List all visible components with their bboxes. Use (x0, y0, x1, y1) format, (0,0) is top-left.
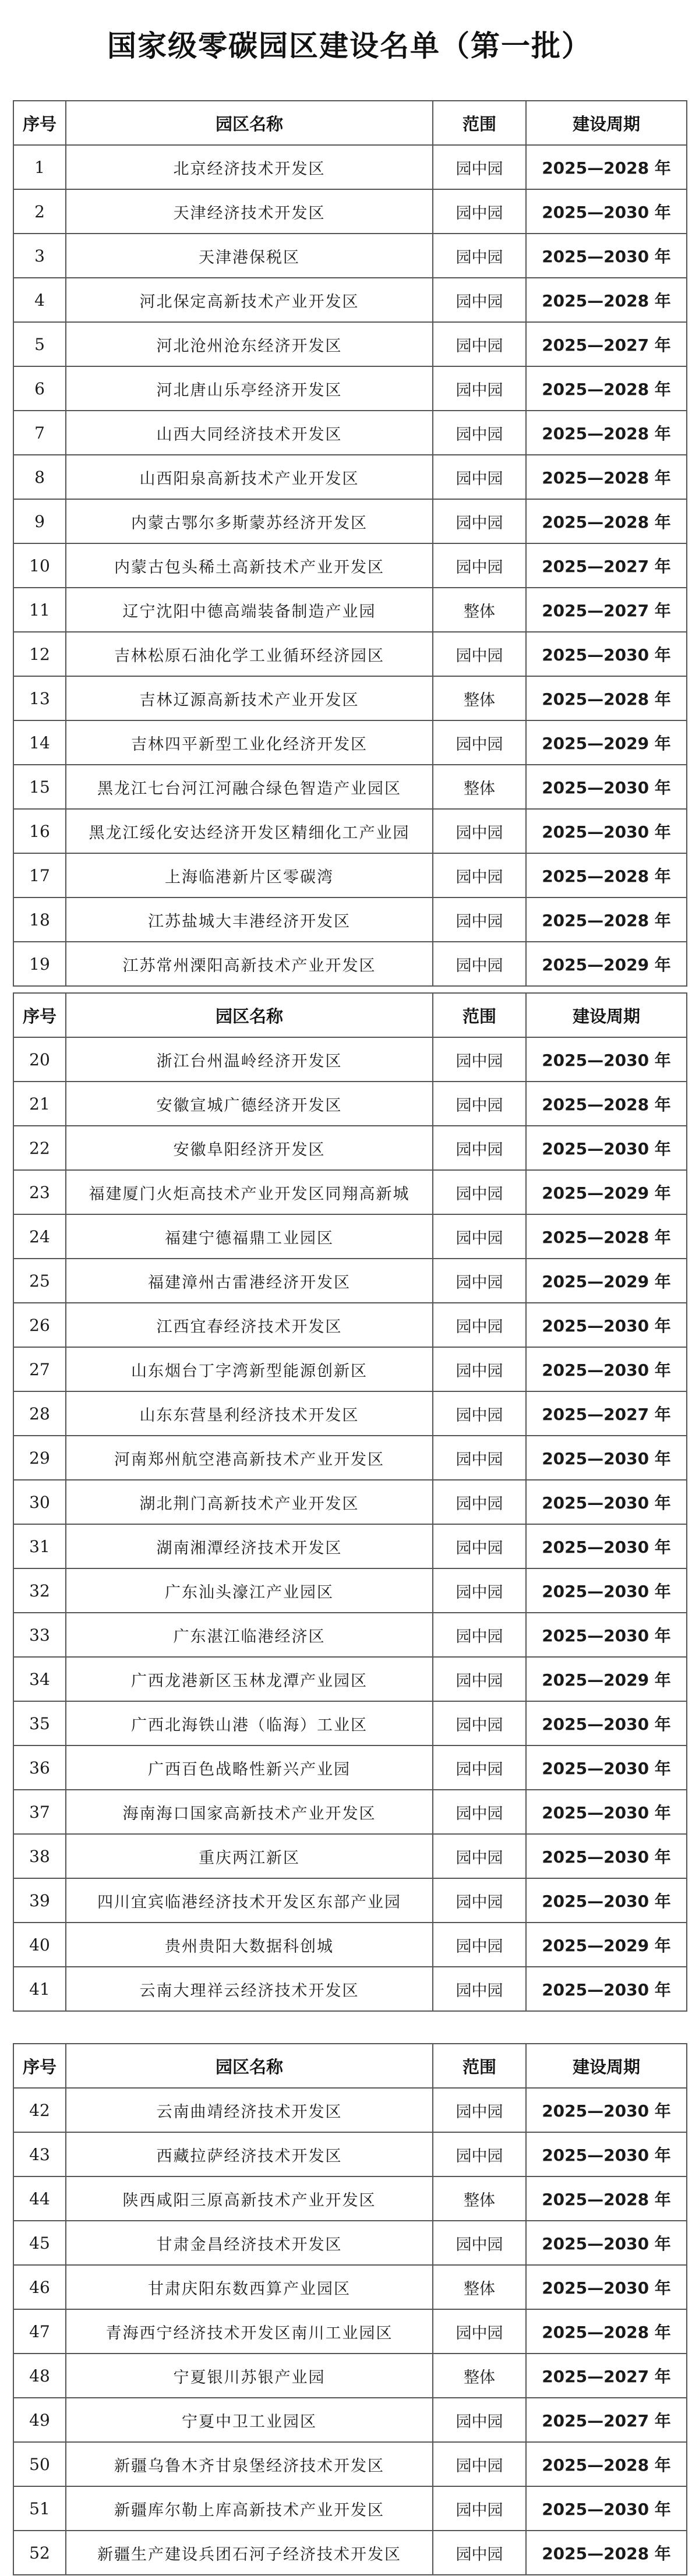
cell-park-name: 北京经济技术开发区 (66, 145, 433, 189)
cell-park-name: 广西北海铁山港（临海）工业区 (66, 1701, 433, 1745)
cell-park-name: 吉林辽源高新技术产业开发区 (66, 676, 433, 720)
cell-period: 2025—2030 年 (526, 1480, 687, 1524)
table-row (13, 1126, 687, 1170)
cell-scope: 园中园 (433, 1391, 526, 1436)
cell-scope: 园中园 (433, 2088, 526, 2132)
header-index: 序号 (13, 101, 66, 145)
header-period: 建设周期 (526, 993, 687, 1037)
cell-park-name: 黑龙江绥化安达经济开发区精细化工产业园 (66, 809, 433, 853)
cell-index: 20 (13, 1037, 66, 1082)
table-row (13, 2442, 687, 2486)
cell-period: 2025—2030 年 (526, 1436, 687, 1480)
cell-park-name: 湖北荆门高新技术产业开发区 (66, 1480, 433, 1524)
header-name: 园区名称 (66, 993, 433, 1037)
cell-scope: 园中园 (433, 632, 526, 676)
table-row (13, 2265, 687, 2309)
table-row (13, 1391, 687, 1436)
header-scope: 范围 (433, 993, 526, 1037)
cell-scope: 园中园 (433, 1436, 526, 1480)
cell-scope: 整体 (433, 2176, 526, 2221)
cell-period: 2025—2030 年 (526, 1745, 687, 1790)
table-row (13, 1878, 687, 1923)
table-section-3 (13, 2043, 686, 2575)
cell-scope: 园中园 (433, 1657, 526, 1701)
cell-park-name: 江苏盐城大丰港经济开发区 (66, 897, 433, 942)
cell-park-name: 云南大理祥云经济技术开发区 (66, 1967, 433, 2011)
table-row (13, 853, 687, 897)
table-row (13, 765, 687, 809)
cell-park-name: 甘肃庆阳东数西算产业园区 (66, 2265, 433, 2309)
cell-park-name: 上海临港新片区零碳湾 (66, 853, 433, 897)
cell-scope: 园中园 (433, 1480, 526, 1524)
cell-index: 23 (13, 1170, 66, 1214)
cell-scope: 园中园 (433, 897, 526, 942)
cell-park-name: 黑龙江七台河江河融合绿色智造产业园区 (66, 765, 433, 809)
cell-period: 2025—2028 年 (526, 2531, 687, 2575)
cell-period: 2025—2030 年 (526, 1568, 687, 1613)
cell-period: 2025—2030 年 (526, 632, 687, 676)
cell-scope: 园中园 (433, 1923, 526, 1967)
cell-park-name: 山东烟台丁字湾新型能源创新区 (66, 1347, 433, 1391)
cell-scope: 园中园 (433, 234, 526, 278)
cell-scope: 园中园 (433, 366, 526, 411)
table-row (13, 499, 687, 543)
table-row (13, 1082, 687, 1126)
header-name: 园区名称 (66, 2044, 433, 2088)
cell-scope: 园中园 (433, 853, 526, 897)
park-table (13, 2043, 687, 2575)
cell-index: 4 (13, 278, 66, 322)
cell-period: 2025—2028 年 (526, 145, 687, 189)
cell-scope: 园中园 (433, 189, 526, 234)
cell-index: 33 (13, 1613, 66, 1657)
table-row (13, 2221, 687, 2265)
cell-scope: 园中园 (433, 1126, 526, 1170)
cell-index: 32 (13, 1568, 66, 1613)
cell-scope: 园中园 (433, 1347, 526, 1391)
cell-scope: 园中园 (433, 942, 526, 986)
cell-scope: 园中园 (433, 2398, 526, 2442)
cell-index: 49 (13, 2398, 66, 2442)
park-table (13, 100, 687, 987)
table-row (13, 1701, 687, 1745)
cell-park-name: 山东东营垦利经济技术开发区 (66, 1391, 433, 1436)
table-header-row (13, 993, 687, 1037)
cell-period: 2025—2030 年 (526, 234, 687, 278)
cell-park-name: 广西龙港新区玉林龙潭产业园区 (66, 1657, 433, 1701)
cell-period: 2025—2029 年 (526, 1259, 687, 1303)
cell-index: 6 (13, 366, 66, 411)
cell-park-name: 广东汕头濠江产业园区 (66, 1568, 433, 1613)
cell-park-name: 吉林四平新型工业化经济开发区 (66, 720, 433, 765)
cell-index: 40 (13, 1923, 66, 1967)
table-section-1 (13, 100, 686, 987)
cell-park-name: 天津港保税区 (66, 234, 433, 278)
table-row (13, 278, 687, 322)
table-row (13, 588, 687, 632)
cell-period: 2025—2030 年 (526, 2088, 687, 2132)
park-table (13, 992, 687, 2012)
cell-period: 2025—2028 年 (526, 278, 687, 322)
cell-scope: 园中园 (433, 2132, 526, 2176)
table-section-2 (13, 992, 686, 2012)
cell-period: 2025—2030 年 (526, 2265, 687, 2309)
cell-period: 2025—2029 年 (526, 942, 687, 986)
cell-index: 10 (13, 543, 66, 588)
table-row (13, 543, 687, 588)
cell-period: 2025—2027 年 (526, 322, 687, 366)
cell-scope: 整体 (433, 2354, 526, 2398)
cell-index: 42 (13, 2088, 66, 2132)
cell-park-name: 江西宜春经济技术开发区 (66, 1303, 433, 1347)
table-row (13, 1524, 687, 1568)
cell-scope: 园中园 (433, 1745, 526, 1790)
table-row (13, 1170, 687, 1214)
table-row (13, 1834, 687, 1878)
cell-scope: 园中园 (433, 278, 526, 322)
cell-period: 2025—2030 年 (526, 1524, 687, 1568)
table-row (13, 234, 687, 278)
table-header-row (13, 101, 687, 145)
cell-scope: 整体 (433, 765, 526, 809)
cell-park-name: 重庆两江新区 (66, 1834, 433, 1878)
cell-park-name: 河北保定高新技术产业开发区 (66, 278, 433, 322)
table-row (13, 1790, 687, 1834)
cell-index: 26 (13, 1303, 66, 1347)
table-row (13, 2088, 687, 2132)
document-title: 国家级零碳园区建设名单（第一批） (107, 29, 592, 63)
table-row (13, 897, 687, 942)
cell-index: 8 (13, 455, 66, 499)
cell-period: 2025—2029 年 (526, 1923, 687, 1967)
cell-period: 2025—2028 年 (526, 897, 687, 942)
cell-park-name: 甘肃金昌经济技术开发区 (66, 2221, 433, 2265)
cell-scope: 园中园 (433, 809, 526, 853)
cell-scope: 园中园 (433, 1259, 526, 1303)
cell-index: 19 (13, 942, 66, 986)
cell-park-name: 云南曲靖经济技术开发区 (66, 2088, 433, 2132)
cell-index: 39 (13, 1878, 66, 1923)
cell-park-name: 安徽宣城广德经济开发区 (66, 1082, 433, 1126)
cell-index: 13 (13, 676, 66, 720)
cell-period: 2025—2029 年 (526, 1170, 687, 1214)
cell-period: 2025—2028 年 (526, 499, 687, 543)
cell-index: 21 (13, 1082, 66, 1126)
table-row (13, 1613, 687, 1657)
table-row (13, 2398, 687, 2442)
cell-period: 2025—2027 年 (526, 588, 687, 632)
cell-scope: 整体 (433, 676, 526, 720)
cell-index: 28 (13, 1391, 66, 1436)
cell-period: 2025—2029 年 (526, 1657, 687, 1701)
cell-index: 15 (13, 765, 66, 809)
cell-index: 44 (13, 2176, 66, 2221)
cell-scope: 园中园 (433, 1701, 526, 1745)
cell-index: 41 (13, 1967, 66, 2011)
cell-period: 2025—2030 年 (526, 1967, 687, 2011)
table-row (13, 455, 687, 499)
cell-park-name: 浙江台州温岭经济开发区 (66, 1037, 433, 1082)
cell-scope: 园中园 (433, 1878, 526, 1923)
cell-period: 2025—2030 年 (526, 1347, 687, 1391)
cell-park-name: 海南海口国家高新技术产业开发区 (66, 1790, 433, 1834)
cell-period: 2025—2028 年 (526, 366, 687, 411)
cell-index: 5 (13, 322, 66, 366)
table-row (13, 1037, 687, 1082)
cell-period: 2025—2030 年 (526, 1126, 687, 1170)
cell-index: 30 (13, 1480, 66, 1524)
cell-period: 2025—2028 年 (526, 2442, 687, 2486)
cell-scope: 园中园 (433, 1214, 526, 1259)
cell-scope: 园中园 (433, 1790, 526, 1834)
cell-scope: 园中园 (433, 145, 526, 189)
cell-period: 2025—2030 年 (526, 2132, 687, 2176)
cell-index: 17 (13, 853, 66, 897)
cell-park-name: 福建漳州古雷港经济开发区 (66, 1259, 433, 1303)
cell-index: 22 (13, 1126, 66, 1170)
cell-park-name: 河南郑州航空港高新技术产业开发区 (66, 1436, 433, 1480)
cell-park-name: 西藏拉萨经济技术开发区 (66, 2132, 433, 2176)
cell-scope: 园中园 (433, 2221, 526, 2265)
header-scope: 范围 (433, 2044, 526, 2088)
table-row (13, 411, 687, 455)
cell-period: 2025—2028 年 (526, 853, 687, 897)
cell-park-name: 辽宁沈阳中德高端装备制造产业园 (66, 588, 433, 632)
header-index: 序号 (13, 2044, 66, 2088)
cell-park-name: 四川宜宾临港经济技术开发区东部产业园 (66, 1878, 433, 1923)
cell-scope: 园中园 (433, 322, 526, 366)
cell-scope: 园中园 (433, 1037, 526, 1082)
cell-park-name: 新疆库尔勒上库高新技术产业开发区 (66, 2486, 433, 2531)
cell-period: 2025—2030 年 (526, 1303, 687, 1347)
cell-park-name: 贵州贵阳大数据科创城 (66, 1923, 433, 1967)
cell-scope: 园中园 (433, 1170, 526, 1214)
cell-park-name: 新疆乌鲁木齐甘泉堡经济技术开发区 (66, 2442, 433, 2486)
header-scope: 范围 (433, 101, 526, 145)
cell-park-name: 山西阳泉高新技术产业开发区 (66, 455, 433, 499)
cell-period: 2025—2030 年 (526, 1834, 687, 1878)
cell-index: 2 (13, 189, 66, 234)
cell-period: 2025—2027 年 (526, 543, 687, 588)
cell-index: 50 (13, 2442, 66, 2486)
cell-index: 25 (13, 1259, 66, 1303)
cell-index: 3 (13, 234, 66, 278)
cell-scope: 园中园 (433, 1613, 526, 1657)
cell-index: 18 (13, 897, 66, 942)
cell-scope: 整体 (433, 2265, 526, 2309)
cell-period: 2025—2028 年 (526, 1082, 687, 1126)
cell-period: 2025—2030 年 (526, 1790, 687, 1834)
table-row (13, 632, 687, 676)
cell-index: 48 (13, 2354, 66, 2398)
header-period: 建设周期 (526, 101, 687, 145)
table-row (13, 145, 687, 189)
table-row (13, 2531, 687, 2575)
table-row (13, 1745, 687, 1790)
cell-index: 9 (13, 499, 66, 543)
cell-index: 35 (13, 1701, 66, 1745)
table-row (13, 1568, 687, 1613)
cell-index: 38 (13, 1834, 66, 1878)
cell-period: 2025—2030 年 (526, 1613, 687, 1657)
cell-period: 2025—2029 年 (526, 720, 687, 765)
cell-park-name: 天津经济技术开发区 (66, 189, 433, 234)
table-row (13, 1480, 687, 1524)
cell-scope: 园中园 (433, 1524, 526, 1568)
table-row (13, 1259, 687, 1303)
cell-index: 51 (13, 2486, 66, 2531)
cell-index: 1 (13, 145, 66, 189)
cell-index: 24 (13, 1214, 66, 1259)
header-period: 建设周期 (526, 2044, 687, 2088)
cell-park-name: 青海西宁经济技术开发区南川工业园区 (66, 2309, 433, 2354)
cell-period: 2025—2027 年 (526, 1391, 687, 1436)
cell-park-name: 广西百色战略性新兴产业园 (66, 1745, 433, 1790)
cell-index: 29 (13, 1436, 66, 1480)
table-row (13, 2309, 687, 2354)
table-row (13, 189, 687, 234)
table-row (13, 1436, 687, 1480)
cell-period: 2025—2030 年 (526, 765, 687, 809)
cell-park-name: 安徽阜阳经济开发区 (66, 1126, 433, 1170)
cell-scope: 园中园 (433, 2309, 526, 2354)
cell-period: 2025—2030 年 (526, 2486, 687, 2531)
cell-scope: 整体 (433, 588, 526, 632)
cell-period: 2025—2027 年 (526, 2398, 687, 2442)
cell-park-name: 新疆生产建设兵团石河子经济技术开发区 (66, 2531, 433, 2575)
cell-scope: 园中园 (433, 1834, 526, 1878)
table-row (13, 2354, 687, 2398)
table-row (13, 720, 687, 765)
cell-index: 11 (13, 588, 66, 632)
cell-period: 2025—2030 年 (526, 1878, 687, 1923)
cell-index: 37 (13, 1790, 66, 1834)
cell-scope: 园中园 (433, 1082, 526, 1126)
cell-period: 2025—2028 年 (526, 1214, 687, 1259)
cell-period: 2025—2030 年 (526, 1701, 687, 1745)
cell-park-name: 江苏常州溧阳高新技术产业开发区 (66, 942, 433, 986)
table-row (13, 2176, 687, 2221)
cell-scope: 园中园 (433, 411, 526, 455)
header-index: 序号 (13, 993, 66, 1037)
cell-park-name: 内蒙古包头稀土高新技术产业开发区 (66, 543, 433, 588)
cell-period: 2025—2028 年 (526, 2309, 687, 2354)
cell-park-name: 广东湛江临港经济区 (66, 1613, 433, 1657)
cell-period: 2025—2030 年 (526, 809, 687, 853)
cell-park-name: 河北唐山乐亭经济开发区 (66, 366, 433, 411)
cell-index: 36 (13, 1745, 66, 1790)
cell-scope: 园中园 (433, 2442, 526, 2486)
cell-index: 46 (13, 2265, 66, 2309)
cell-index: 45 (13, 2221, 66, 2265)
table-row (13, 809, 687, 853)
cell-index: 16 (13, 809, 66, 853)
cell-period: 2025—2028 年 (526, 676, 687, 720)
table-row (13, 676, 687, 720)
cell-park-name: 福建厦门火炬高技术产业开发区同翔高新城 (66, 1170, 433, 1214)
cell-index: 43 (13, 2132, 66, 2176)
cell-index: 27 (13, 1347, 66, 1391)
table-row (13, 366, 687, 411)
cell-period: 2025—2028 年 (526, 2176, 687, 2221)
cell-period: 2025—2030 年 (526, 1037, 687, 1082)
table-row (13, 942, 687, 986)
cell-period: 2025—2030 年 (526, 189, 687, 234)
cell-scope: 园中园 (433, 499, 526, 543)
cell-period: 2025—2027 年 (526, 2354, 687, 2398)
cell-index: 47 (13, 2309, 66, 2354)
table-row (13, 1214, 687, 1259)
cell-index: 34 (13, 1657, 66, 1701)
cell-index: 14 (13, 720, 66, 765)
cell-park-name: 福建宁德福鼎工业园区 (66, 1214, 433, 1259)
cell-scope: 园中园 (433, 1967, 526, 2011)
table-row (13, 1347, 687, 1391)
cell-park-name: 吉林松原石油化学工业循环经济园区 (66, 632, 433, 676)
cell-index: 31 (13, 1524, 66, 1568)
cell-scope: 园中园 (433, 1568, 526, 1613)
table-row (13, 1303, 687, 1347)
cell-park-name: 宁夏中卫工业园区 (66, 2398, 433, 2442)
cell-period: 2025—2030 年 (526, 2221, 687, 2265)
cell-scope: 园中园 (433, 2531, 526, 2575)
table-row (13, 2486, 687, 2531)
cell-park-name: 山西大同经济技术开发区 (66, 411, 433, 455)
cell-park-name: 河北沧州沧东经济开发区 (66, 322, 433, 366)
header-name: 园区名称 (66, 101, 433, 145)
table-header-row (13, 2044, 687, 2088)
cell-scope: 园中园 (433, 1303, 526, 1347)
cell-park-name: 宁夏银川苏银产业园 (66, 2354, 433, 2398)
cell-park-name: 内蒙古鄂尔多斯蒙苏经济开发区 (66, 499, 433, 543)
cell-period: 2025—2028 年 (526, 411, 687, 455)
cell-index: 12 (13, 632, 66, 676)
cell-scope: 园中园 (433, 720, 526, 765)
cell-park-name: 湖南湘潭经济技术开发区 (66, 1524, 433, 1568)
cell-scope: 园中园 (433, 455, 526, 499)
cell-index: 7 (13, 411, 66, 455)
table-row (13, 2132, 687, 2176)
cell-period: 2025—2028 年 (526, 455, 687, 499)
cell-index: 52 (13, 2531, 66, 2575)
cell-scope: 园中园 (433, 2486, 526, 2531)
table-row (13, 322, 687, 366)
table-row (13, 1657, 687, 1701)
table-row (13, 1967, 687, 2011)
cell-park-name: 陕西咸阳三原高新技术产业开发区 (66, 2176, 433, 2221)
cell-scope: 园中园 (433, 543, 526, 588)
table-row (13, 1923, 687, 1967)
